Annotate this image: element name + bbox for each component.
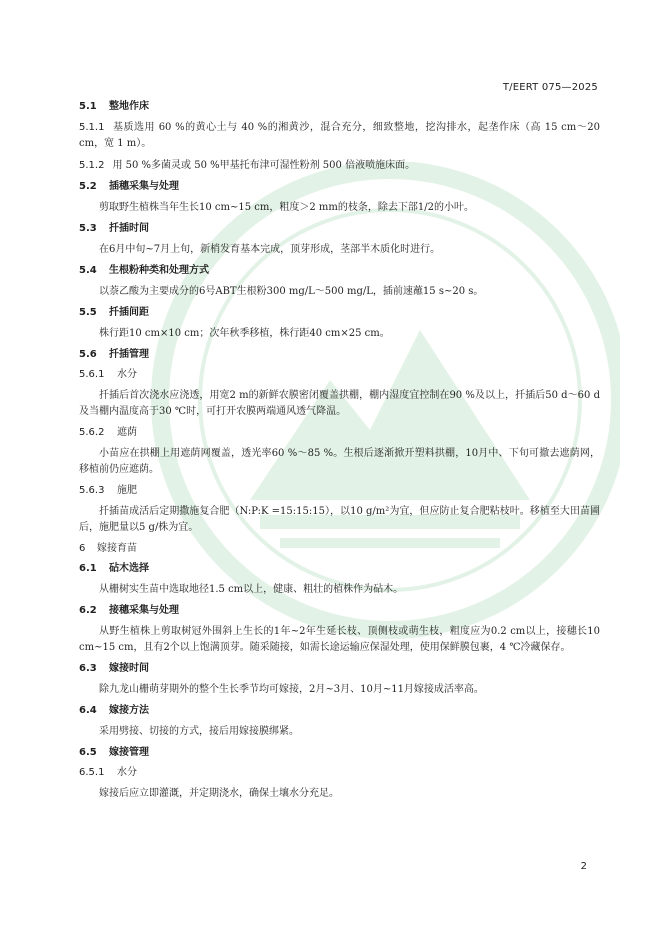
paragraph-6-5-1: 嫁接后应立即灌溉，并定期浇水，确保土壤水分充足。 xyxy=(99,788,339,799)
heading-6-3: 6.3 嫁接时间 xyxy=(79,663,149,674)
heading-6-5-1: 6.5.1 水分 xyxy=(79,767,137,778)
heading-5-3: 5.3 扦插时间 xyxy=(79,223,149,234)
heading-5-5: 5.5 扦插间距 xyxy=(79,307,149,318)
heading-6: 6 嫁接育苗 xyxy=(79,543,137,554)
paragraph-5-6-3: 扦插苗成活后定期撒施复合肥（N:P:K =15:15:15），以10 g/m²为宜，但应防止复合肥粘枝叶。移植至大田苗圃后，施肥量以5 g/株为宜。 xyxy=(79,506,600,533)
paragraph-6-2: 从野生植株上剪取树冠外围斜上生长的1年~2年生延长枝、顶侧枝或萌生枝，粗度应为0.2 cm以上，接穗长10 cm~15 cm，且有2个以上饱满顶芽。随采随接，如需长途运输应保湿处理，使用保鲜膜包裹，4 ℃冷藏保存。 xyxy=(79,626,600,653)
heading-5-1: 5.1 整地作床 xyxy=(79,101,149,112)
heading-5-2: 5.2 插穗采集与处理 xyxy=(79,181,179,192)
page-number: 2 xyxy=(580,861,587,872)
document-code: T/EERT 075—2025 xyxy=(502,82,598,93)
paragraph-5-5: 株行距10 cm×10 cm；次年秋季移植，株行距40 cm×25 cm。 xyxy=(99,328,390,339)
paragraph-5-3: 在6月中旬~7月上旬，新梢发育基本完成，顶芽形成，茎部半木质化时进行。 xyxy=(99,244,441,255)
document-body xyxy=(79,100,600,808)
paragraph-5-4: 以萘乙酸为主要成分的6号ABT生根粉300 mg/L～500 mg/L，插前速蘸15 s~20 s。 xyxy=(99,286,484,297)
clause-5-1-1: 5.1.1 基质选用 60 %的黄心土与 40 %的湘黄沙，混合充分，细致整地，挖沟排水，起垄作床（高 15 cm～20 cm，宽 1 m）。 xyxy=(79,122,600,149)
heading-6-4: 6.4 嫁接方法 xyxy=(79,705,149,716)
paragraph-5-6-2: 小苗应在拱棚上用遮荫网覆盖，透光率60 %～85 %。生根后逐渐掀开塑料拱棚，10月中、下旬可撤去遮荫网，移植前仍应遮荫。 xyxy=(79,448,600,475)
paragraph-6-4: 采用劈接、切接的方式，接后用嫁接膜绑紧。 xyxy=(99,726,299,737)
paragraph-5-6-1: 扦插后首次浇水应浇透，用宽2 m的新鲜农膜密闭覆盖拱棚，棚内湿度宜控制在90 %及以上，扦插后50 d～60 d及当棚内温度高于30 ℃时，可打开农膜两端通风透气降温。 xyxy=(79,390,600,417)
heading-6-1: 6.1 砧木选择 xyxy=(79,563,149,574)
paragraph-5-2: 剪取野生植株当年生长10 cm~15 cm，粗度＞2 mm的枝条，除去下部1/2的小叶。 xyxy=(99,202,474,213)
clause-5-1-2: 5.1.2 用 50 %多菌灵或 50 %甲基托布津可湿性粉剂 500 倍液喷施床面。 xyxy=(79,160,416,171)
heading-5-6-3: 5.6.3 施肥 xyxy=(79,485,137,496)
heading-5-6-1: 5.6.1 水分 xyxy=(79,369,137,380)
heading-5-6: 5.6 扦插管理 xyxy=(79,349,149,360)
heading-6-2: 6.2 接穗采集与处理 xyxy=(79,605,179,616)
heading-5-6-2: 5.6.2 遮荫 xyxy=(79,427,137,438)
heading-6-5: 6.5 嫁接管理 xyxy=(79,747,149,758)
paragraph-6-3: 除九龙山栅萌芽期外的整个生长季节均可嫁接，2月~3月、10月~11月嫁接成活率高。 xyxy=(99,684,484,695)
heading-5-4: 5.4 生根粉种类和处理方式 xyxy=(79,265,209,276)
paragraph-6-1: 从栅树实生苗中选取地径1.5 cm以上，健康、粗壮的植株作为砧木。 xyxy=(99,584,404,595)
